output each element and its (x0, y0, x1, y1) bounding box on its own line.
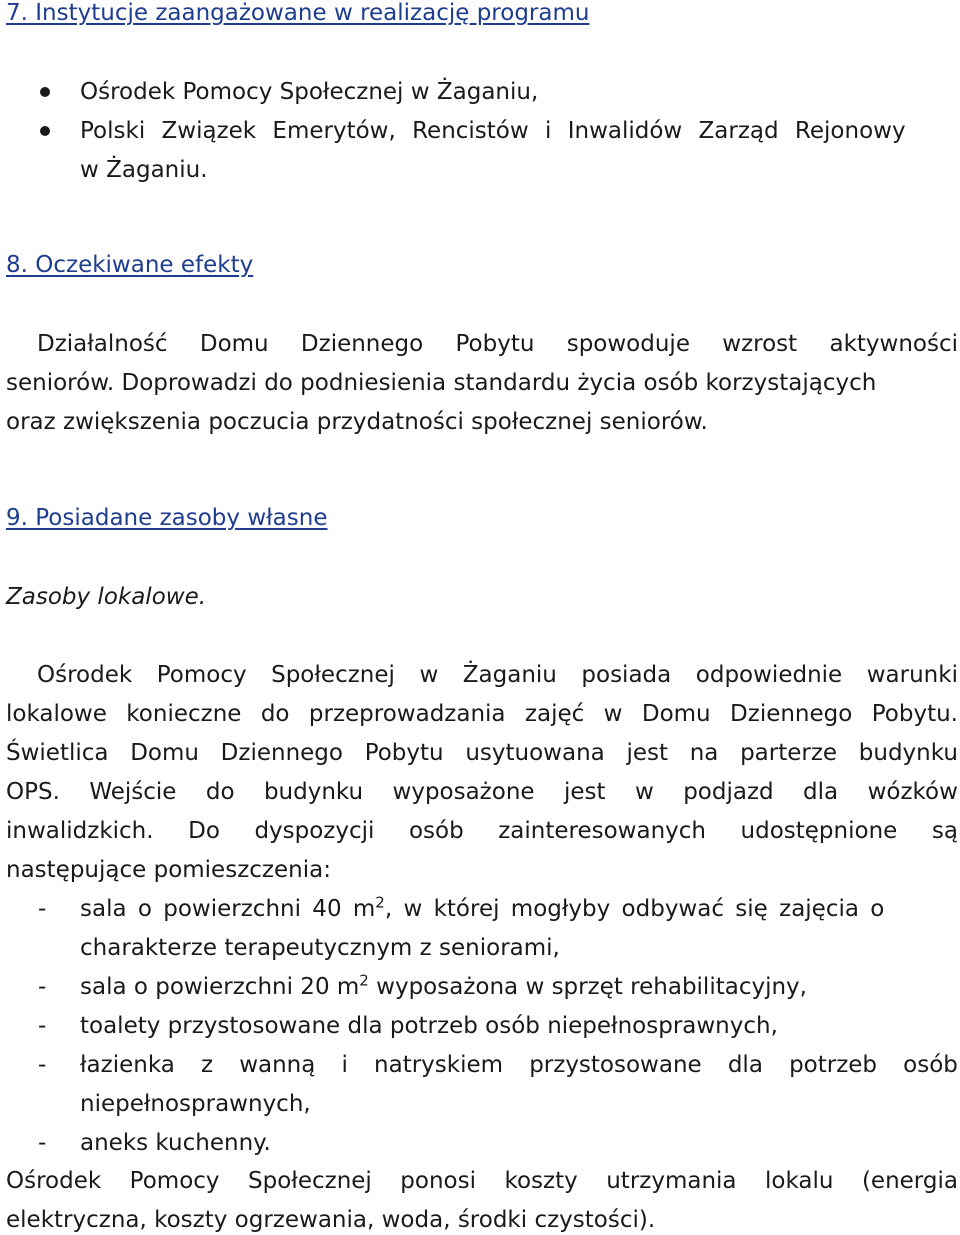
word: przystosowane (529, 1052, 702, 1078)
superscript: 2 (375, 893, 385, 912)
word: Pomocy (156, 662, 247, 688)
dash-marker: - (38, 1013, 47, 1039)
word: OPS. (6, 779, 60, 805)
bullet-item-1: Ośrodek Pomocy Społecznej w Żaganiu, (80, 79, 539, 105)
word: z (200, 1052, 214, 1078)
list-item-1 (80, 895, 884, 923)
word: Dziennego (730, 701, 853, 727)
list-item-2-text: sala o powierzchni 20 m (80, 974, 360, 1000)
word: w (603, 701, 623, 727)
section-9-subheading: Zasoby lokalowe. (6, 584, 207, 610)
bullet-item-2-text: Polski Związek Emerytów, Rencistów i Inwalidów Zarząd Rejonowy (80, 118, 906, 144)
word: przeprowadzania (308, 701, 506, 727)
word: Ośrodek (37, 662, 133, 688)
word: Pomocy (129, 1168, 220, 1194)
word: do (260, 701, 290, 727)
section-9-heading: 9. Posiadane zasoby własne (6, 505, 328, 531)
list-item-2-text-after: wyposażona w sprzęt rehabilitacyjny, (368, 974, 807, 1000)
s9-para-line-4 (6, 778, 958, 806)
bullet-item-2 (80, 117, 958, 145)
s8-para-line-1 (37, 330, 958, 358)
word: natryskiem (374, 1052, 504, 1078)
word: wyposażone (392, 779, 535, 805)
bullet-item-2-cont: w Żaganiu. (80, 157, 208, 183)
word: inwalidzkich. (6, 818, 154, 844)
word: wanną (239, 1052, 316, 1078)
word: osób (408, 818, 464, 844)
word: wzrost (722, 331, 798, 357)
word: ponosi (400, 1168, 476, 1194)
word: Pobytu (455, 331, 535, 357)
word: dla (803, 779, 839, 805)
word: budynku (263, 779, 364, 805)
word: lokalowe (6, 701, 107, 727)
word: zainteresowanych (498, 818, 706, 844)
list-item-4-cont: niepełnosprawnych, (80, 1091, 311, 1117)
word: (energia (861, 1168, 958, 1194)
word: potrzeb (789, 1052, 878, 1078)
list-item-1-cont: charakterze terapeutycznym z seniorami, (80, 935, 560, 961)
s9-para-line-3 (6, 739, 958, 767)
word: lokalu (765, 1168, 834, 1194)
s9-para-line-5 (6, 817, 958, 845)
word: Domu (199, 331, 269, 357)
dash-marker: - (38, 1052, 47, 1078)
word: Działalność (37, 331, 168, 357)
s9-para-line-6: następujące pomieszczenia: (6, 857, 331, 883)
dash-marker: - (38, 974, 47, 1000)
list-item-1-text: sala o powierzchni 40 m (80, 896, 376, 922)
word: Domu (130, 740, 199, 766)
closing-line-1 (6, 1167, 958, 1195)
word: warunki (866, 662, 958, 688)
word: budynku (858, 740, 958, 766)
word: udostępnione (740, 818, 898, 844)
word: usytuowana (465, 740, 605, 766)
word: konieczne (126, 701, 242, 727)
word: zajęć (524, 701, 585, 727)
word: osób (903, 1052, 958, 1078)
closing-line-2: elektryczna, koszty ogrzewania, woda, środki czystości). (6, 1207, 656, 1233)
word: Ośrodek (6, 1168, 102, 1194)
list-item-5: aneks kuchenny. (80, 1130, 271, 1156)
word: parterze (740, 740, 838, 766)
word: koszty (504, 1168, 578, 1194)
word: Dziennego (300, 331, 424, 357)
section-8-heading: 8. Oczekiwane efekty (6, 252, 254, 278)
word: Świetlica (6, 740, 109, 766)
list-item-2 (80, 973, 807, 1001)
list-item-4 (80, 1051, 958, 1079)
word: Wejście (89, 779, 177, 805)
word: Społecznej (248, 1168, 372, 1194)
word: podjazd (683, 779, 774, 805)
word: aktywności (829, 331, 958, 357)
word: na (689, 740, 719, 766)
list-item-1-text-after: , w której mogłyby odbywać się zajęcia o (384, 896, 885, 922)
word: jest (563, 779, 606, 805)
word: utrzymania (606, 1168, 737, 1194)
list-item-3: toalety przystosowane dla potrzeb osób niepełnosprawnych, (80, 1013, 778, 1039)
word: jest (626, 740, 668, 766)
word: wózków (867, 779, 958, 805)
word: spowoduje (566, 331, 690, 357)
s9-para-line-1 (37, 661, 958, 689)
word: i (341, 1052, 348, 1078)
dash-marker: - (38, 896, 47, 922)
word: w (419, 662, 439, 688)
word: posiada (581, 662, 672, 688)
bullet-icon (40, 126, 50, 136)
word: Żaganiu (462, 662, 557, 688)
word: Dziennego (220, 740, 343, 766)
s8-para-line-2: seniorów. Doprowadzi do podniesienia standardu życia osób korzystających (6, 370, 877, 396)
section-7-heading: 7. Instytucje zaangażowane w realizację programu (6, 0, 590, 26)
s9-para-line-2 (6, 700, 958, 728)
word: w (634, 779, 654, 805)
superscript: 2 (359, 971, 369, 990)
word: Pobytu (364, 740, 444, 766)
s8-para-line-3: oraz zwiększenia poczucia przydatności społecznej seniorów. (6, 409, 708, 435)
word: Pobytu. (871, 701, 958, 727)
bullet-icon (40, 87, 50, 97)
word: dla (727, 1052, 763, 1078)
word: Do (188, 818, 220, 844)
word: Społecznej (271, 662, 395, 688)
word: dyspozycji (254, 818, 375, 844)
word: do (205, 779, 235, 805)
word: łazienka (80, 1052, 175, 1078)
word: odpowiednie (695, 662, 843, 688)
dash-marker: - (38, 1130, 47, 1156)
word: są (931, 818, 958, 844)
word: Domu (641, 701, 711, 727)
